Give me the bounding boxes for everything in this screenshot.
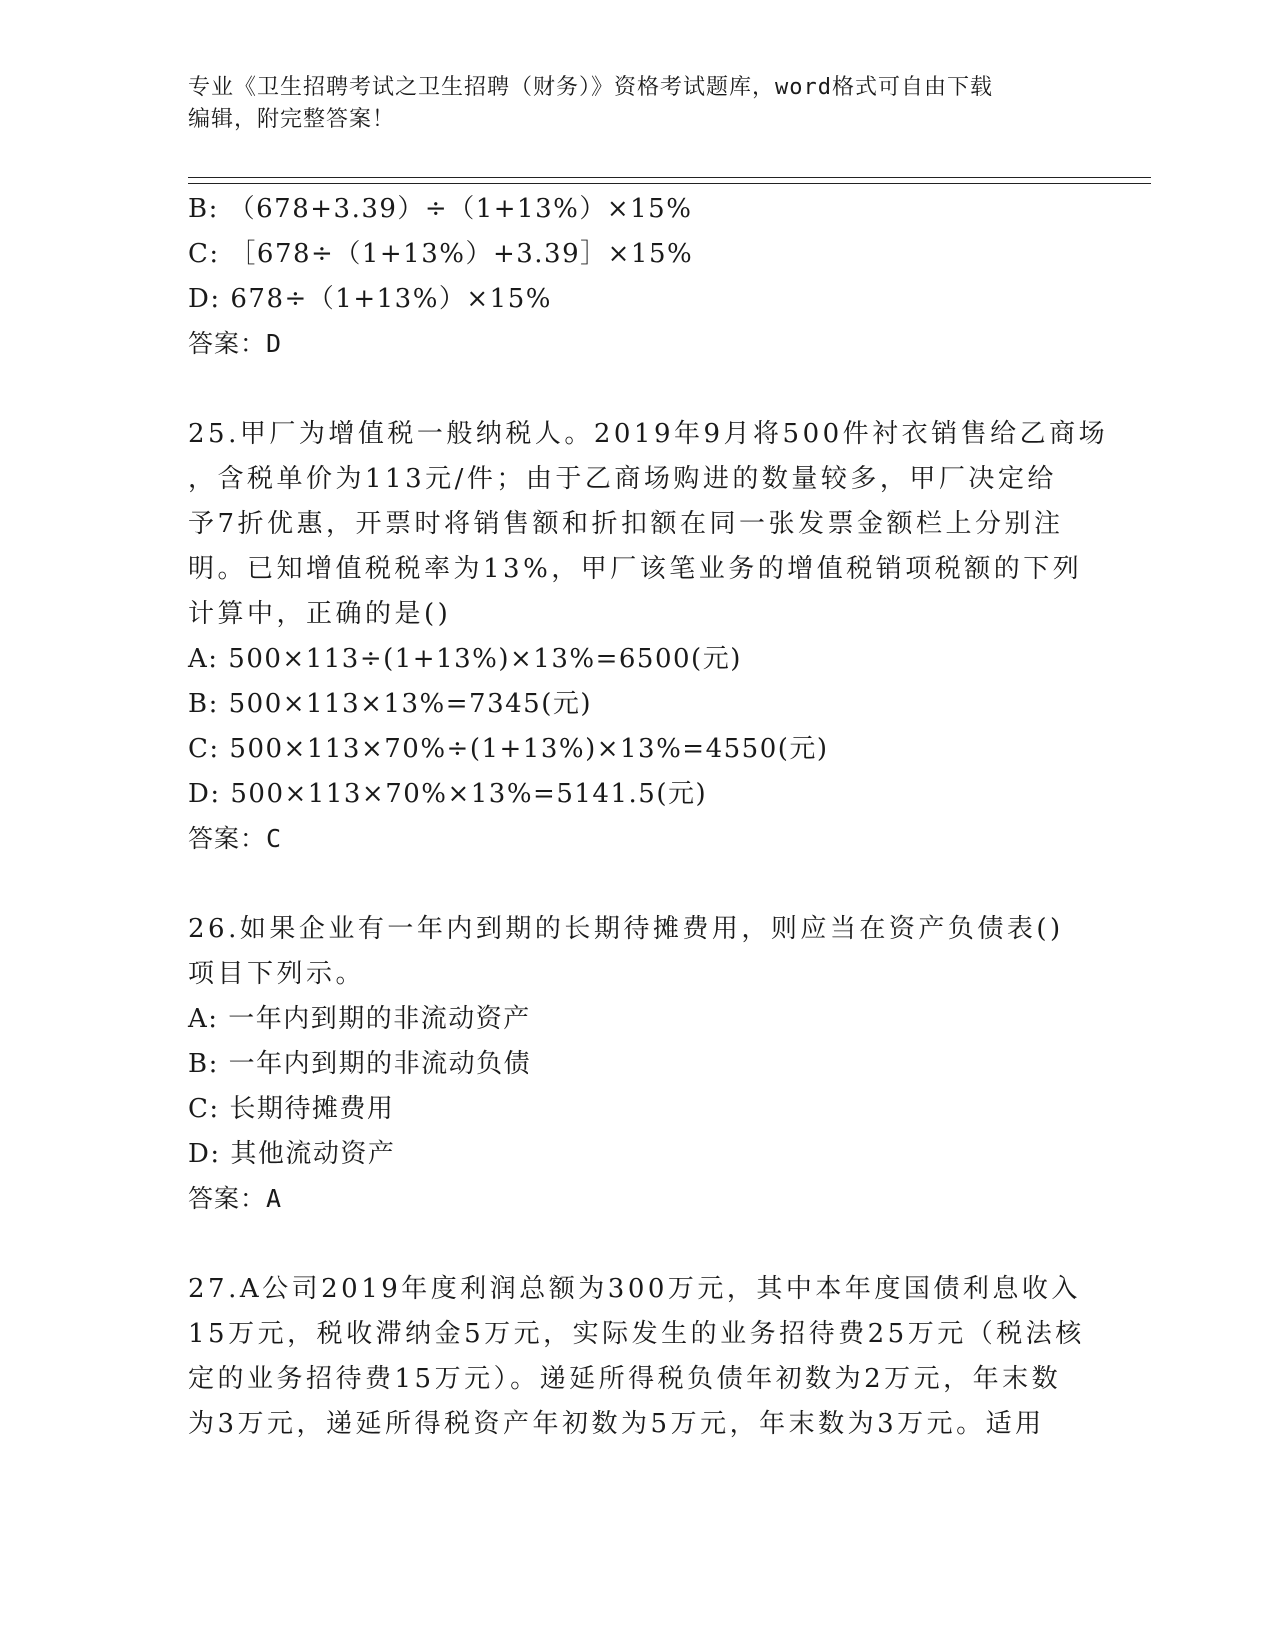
q26-option-a: A: 一年内到期的非流动资产 bbox=[188, 1004, 531, 1034]
q24-option-c: C: ［678÷（1+13%）+3.39］×15% bbox=[188, 239, 694, 269]
q25-stem-line-3: 予7折优惠，开票时将销售额和折扣额在同一张发票金额栏上分别注 bbox=[188, 509, 1064, 539]
q25-stem-line-5: 计算中，正确的是() bbox=[188, 599, 452, 629]
q27-stem-line-3: 定的业务招待费15万元）。递延所得税负债年初数为2万元，年末数 bbox=[188, 1364, 1062, 1394]
q26-option-c: C: 长期待摊费用 bbox=[188, 1094, 395, 1124]
header-line-1: 专业《卫生招聘考试之卫生招聘（财务）》资格考试题库，word格式可自由下载 bbox=[188, 75, 993, 100]
answer-value: C bbox=[266, 824, 283, 853]
q25-option-d: D: 500×113×70%×13%=5141.5(元) bbox=[188, 779, 708, 809]
answer-label: 答案： bbox=[188, 1184, 267, 1213]
q25-option-a: A: 500×113÷(1+13%)×13%=6500(元) bbox=[188, 644, 742, 674]
q25-stem-line-1: 25.甲厂为增值税一般纳税人。2019年9月将500件衬衣销售给乙商场 bbox=[188, 419, 1109, 449]
header-rule-bottom bbox=[188, 183, 1151, 184]
q26-option-d: D: 其他流动资产 bbox=[188, 1139, 396, 1169]
q27-stem-line-1: 27.A公司2019年度利润总额为300万元，其中本年度国债利息收入 bbox=[188, 1274, 1081, 1304]
q25-stem-line-2: ，含税单价为113元/件；由于乙商场购进的数量较多，甲厂决定给 bbox=[188, 464, 1057, 494]
q25-option-c: C: 500×113×70%÷(1+13%)×13%=4550(元) bbox=[188, 734, 829, 764]
q27-stem-line-2: 15万元，税收滞纳金5万元，实际发生的业务招待费25万元（税法核 bbox=[188, 1319, 1085, 1349]
answer-value: A bbox=[266, 1184, 283, 1213]
q24-option-d: D: 678÷（1+13%）×15% bbox=[188, 284, 552, 314]
q26-option-b: B: 一年内到期的非流动负债 bbox=[188, 1049, 532, 1079]
q26-stem-line-2: 项目下列示。 bbox=[188, 959, 366, 989]
header-rule-top bbox=[188, 177, 1151, 178]
answer-label: 答案： bbox=[188, 329, 267, 358]
q24-option-b: B: （678+3.39）÷（1+13%）×15% bbox=[188, 194, 693, 224]
answer-label: 答案： bbox=[188, 824, 267, 853]
q25-stem-line-4: 明。已知增值税税率为13%，甲厂该笔业务的增值税销项税额的下列 bbox=[188, 554, 1083, 584]
q26-stem-line-1: 26.如果企业有一年内到期的长期待摊费用，则应当在资产负债表() bbox=[188, 914, 1064, 944]
q25-answer bbox=[188, 816, 282, 862]
document-header bbox=[188, 72, 1088, 136]
header-line-2: 编辑，附完整答案！ bbox=[188, 107, 396, 132]
q27-stem-line-4: 为3万元，递延所得税资产年初数为5万元，年末数为3万元。适用 bbox=[188, 1409, 1045, 1439]
q26-answer bbox=[188, 1176, 282, 1222]
q25-option-b: B: 500×113×13%=7345(元) bbox=[188, 689, 592, 719]
q24-answer bbox=[188, 321, 282, 367]
answer-value: D bbox=[266, 329, 283, 358]
